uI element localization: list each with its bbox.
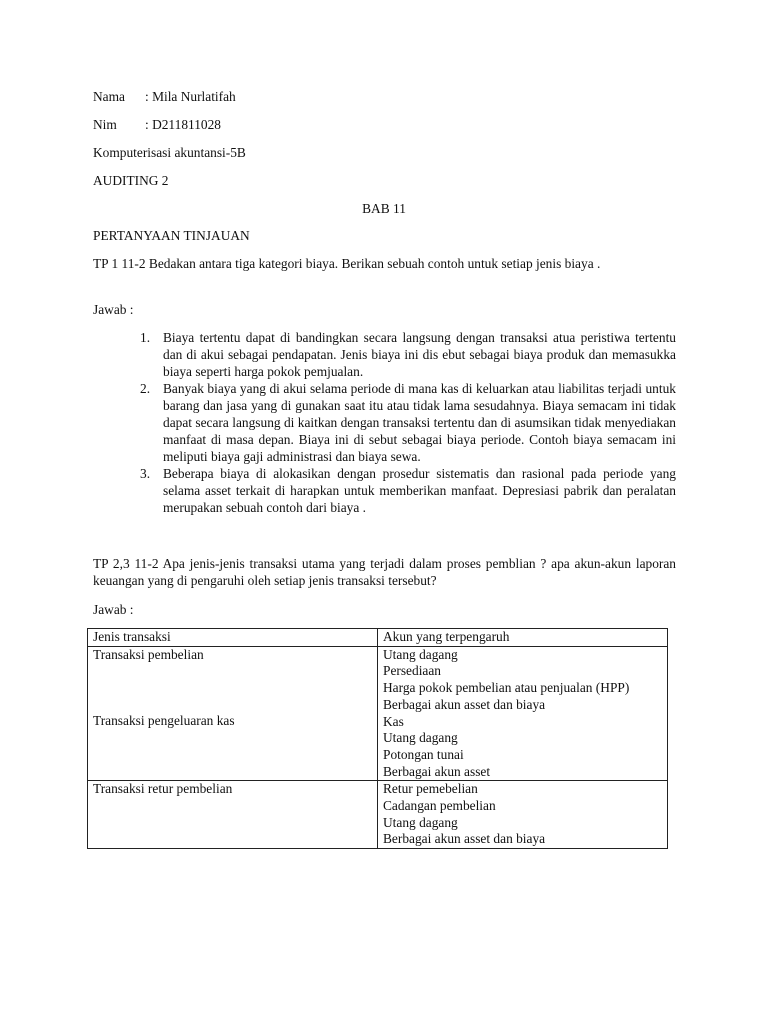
account-item: Cadangan pembelian xyxy=(383,798,496,814)
spacer xyxy=(93,663,371,713)
account-item: Berbagai akun asset xyxy=(383,763,491,779)
list-item-text: Beberapa biaya di alokasikan dengan prosedur sistematis dan rasional pada periode yang selama asset terkait di harapkan untuk memberikan manfaat. Depresiasi pabrik dan peralatan merupakan sebuah contoh dari biaya . xyxy=(163,466,676,515)
account-item: Utang dagang xyxy=(383,814,458,830)
list-item xyxy=(132,465,676,516)
account-item: Utang dagang xyxy=(383,646,458,662)
list-item-text: Banyak biaya yang di akui selama periode di mana kas di keluarkan atau liabilitas terjadi untuk barang dan jasa yang di gunakan saat itu atau tidak lama sesudahnya. Biaya semacam ini tidak dapat secara langsung di kaitkan dengan transaksi tertentu dan di asumsikan tidak menyediakan manfaat di masa depan. Biaya ini di sebut sebagai biaya periode. Contoh biaya semacam ini meliputi biaya gaji administrasi dan biaya sewa. xyxy=(163,381,676,464)
account-item: Persediaan xyxy=(383,663,442,679)
account-item: Potongan tunai xyxy=(383,746,464,762)
question-1: TP 1 11-2 Bedakan antara tiga kategori biaya. Berikan sebuah contoh untuk setiap jenis biaya . xyxy=(93,256,601,271)
list-item-number: 2. xyxy=(140,381,151,396)
question-2: TP 2,3 11-2 Apa jenis-jenis transaksi utama yang terjadi dalam proses pemblian ? apa akun-akun laporan keuangan yang di pengaruhi oleh setiap jenis transaksi tersebut? xyxy=(93,556,676,588)
table-row xyxy=(88,646,668,781)
table-cell-accounts xyxy=(378,781,668,849)
list-item-text: Biaya tertentu dapat di bandingkan secara langsung dengan transaksi atua peristiwa tertentu dan di akui sebagai pendapatan. Jenis biaya ini dis ebut sebagai biaya produk dan memasukka biaya seperti harga pokok pemjualan. xyxy=(163,330,676,379)
account-item: Utang dagang xyxy=(383,730,458,746)
section-title: PERTANYAAN TINJAUAN xyxy=(93,228,250,243)
nim-label: Nim xyxy=(93,117,117,132)
class-line: Komputerisasi akuntansi-5B xyxy=(93,145,246,160)
table-header-cell: Akun yang terpengaruh xyxy=(378,629,668,647)
name-value: : Mila Nurlatifah xyxy=(145,89,236,104)
answer-1-label: Jawab : xyxy=(93,302,134,317)
nim-value: : D211811028 xyxy=(145,117,222,132)
name-line xyxy=(93,89,236,105)
answer-1-list xyxy=(132,329,676,516)
table-cell-accounts xyxy=(378,646,668,781)
nim-line xyxy=(93,117,221,133)
list-item-number: 3. xyxy=(140,466,151,481)
table-header-cell: Jenis transaksi xyxy=(88,629,378,647)
list-item-number: 1. xyxy=(140,330,151,345)
table-header-row xyxy=(88,629,668,647)
account-item: Retur pemebelian xyxy=(383,781,478,797)
table-cell-transaction-types xyxy=(88,781,378,849)
transaction-type-purchase: Transaksi pembelian xyxy=(93,646,204,662)
account-item: Harga pokok pembelian atau penjualan (HPP) xyxy=(383,680,630,696)
account-item: Berbagai akun asset dan biaya xyxy=(383,696,546,712)
name-label: Nama xyxy=(93,89,125,104)
chapter-title: BAB 11 xyxy=(362,201,406,216)
account-item: Kas xyxy=(383,713,404,729)
list-item xyxy=(132,380,676,465)
table-cell-transaction-types xyxy=(88,646,378,781)
transaction-type-purchase-return: Transaksi retur pembelian xyxy=(93,781,233,797)
list-item xyxy=(132,329,676,380)
transaction-type-cash-disbursement: Transaksi pengeluaran kas xyxy=(93,713,235,729)
table-row xyxy=(88,781,668,849)
course-line: AUDITING 2 xyxy=(93,173,169,188)
answer-2-label: Jawab : xyxy=(93,602,134,617)
transactions-table xyxy=(87,628,668,849)
account-item: Berbagai akun asset dan biaya xyxy=(383,831,546,847)
